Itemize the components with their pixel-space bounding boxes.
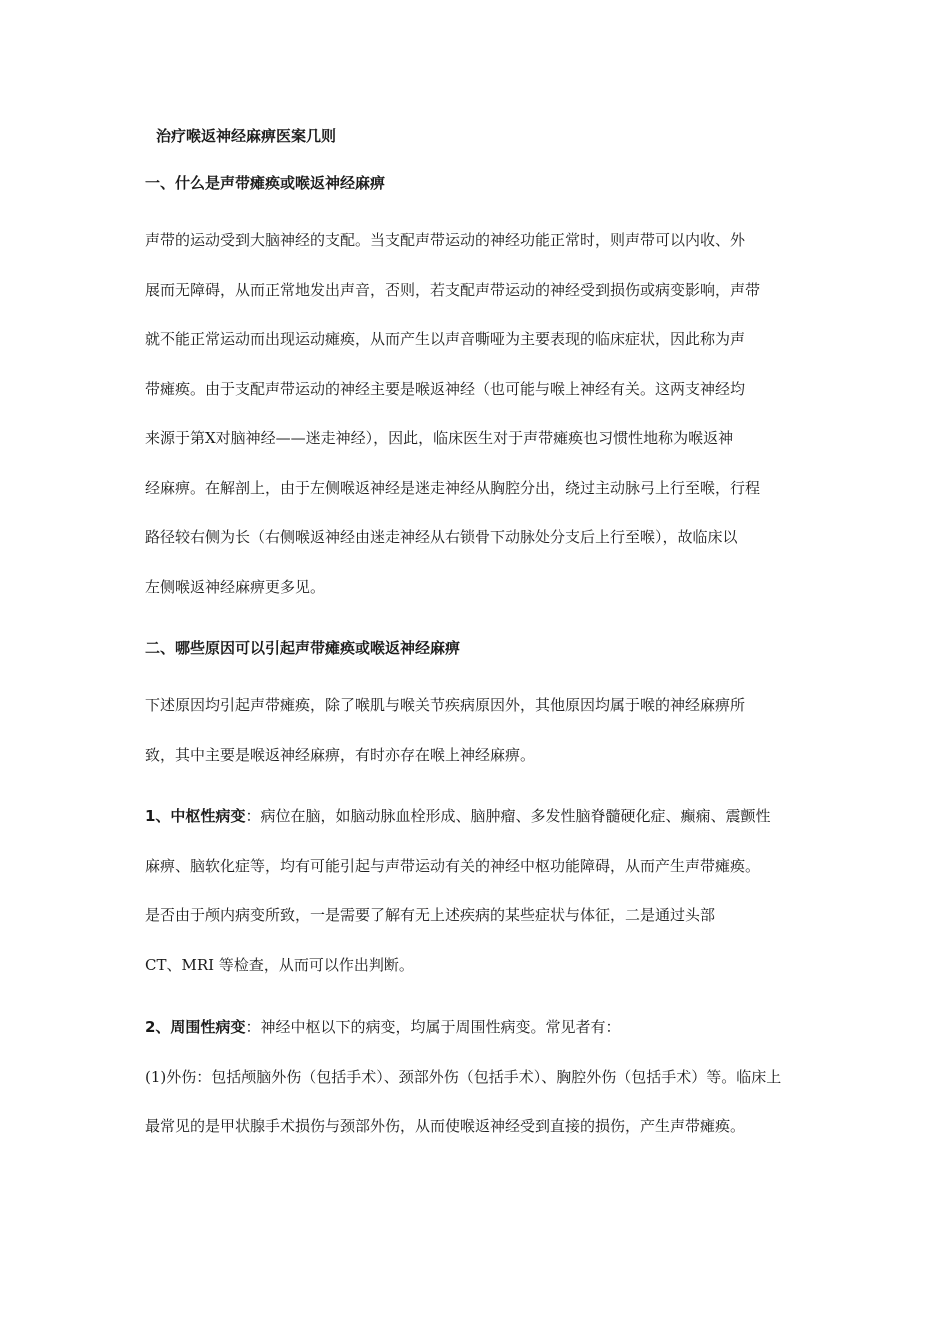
paragraph-line: 展而无障碍，从而正常地发出声音，否则，若支配声带运动的神经受到损伤或病变影响，声带 [145, 280, 761, 299]
paragraph-line: 致，其中主要是喉返神经麻痹，有时亦存在喉上神经麻痹。 [145, 745, 536, 764]
section-heading-1: 一、什么是声带瘫痪或喉返神经麻痹 [145, 174, 386, 192]
paragraph-line: 最常见的是甲状腺手术损伤与颈部外伤，从而使喉返神经受到直接的损伤，产生声带瘫痪。 [145, 1117, 746, 1135]
section-2-intro-paragraph [145, 681, 815, 780]
paragraph-line: 经麻痹。在解剖上，由于左侧喉返神经是迷走神经从胸腔分出，绕过主动脉弓上行至喉，行程 [145, 478, 761, 497]
item-lead-label: 1、中枢性病变 [145, 807, 246, 825]
paragraph-line: 麻痹、脑软化症等，均有可能引起与声带运动有关的神经中枢功能障碍，从而产生声带瘫痪。 [145, 856, 761, 875]
item-central-lesion [145, 792, 815, 990]
paragraph-line: 声带的运动受到大脑神经的支配。当支配声带运动的神经功能正常时，则声带可以内收、外 [145, 231, 746, 249]
paragraph-line: 带瘫痪。由于支配声带运动的神经主要是喉返神经（也可能与喉上神经有关。这两支神经均 [145, 379, 746, 398]
item-lead-text: ：神经中枢以下的病变，均属于周围性病变。常见者有： [245, 1018, 621, 1036]
paragraph-line: 就不能正常运动而出现运动瘫痪，从而产生以声音嘶哑为主要表现的临床症状，因此称为声 [145, 330, 746, 348]
paragraph-line [145, 1003, 815, 1053]
document-title: 治疗喉返神经麻痹医案几则 [156, 127, 337, 145]
section-heading-2: 二、哪些原因可以引起声带瘫痪或喉返神经麻痹 [145, 639, 461, 657]
item-peripheral-lesion [145, 1003, 815, 1152]
paragraph-line: CT、MRI 等检查，从而可以作出判断。 [145, 955, 414, 974]
section-1-paragraph [145, 216, 815, 612]
paragraph-line: 路径较右侧为长（右侧喉返神经由迷走神经从右锁骨下动脉处分支后上行至喉），故临床以 [145, 528, 738, 546]
paragraph-line: 来源于第Ⅹ对脑神经——迷走神经），因此，临床医生对于声带瘫痪也习惯性地称为喉返神 [145, 429, 734, 447]
item-lead-text: ：病位在脑，如脑动脉血栓形成、脑肿瘤、多发性脑脊髓硬化症、癫痫、震颤性 [245, 807, 771, 825]
item-lead-label: 2、周围性病变 [145, 1018, 246, 1036]
paragraph-line: 下述原因均引起声带瘫痪，除了喉肌与喉关节疾病原因外，其他原因均属于喉的神经麻痹所 [145, 696, 746, 714]
paragraph-line: 是否由于颅内病变所致，一是需要了解有无上述疾病的某些症状与体征，二是通过头部 [145, 906, 716, 924]
paragraph-line: (1)外伤：包括颅脑外伤（包括手术）、颈部外伤（包括手术）、胸腔外伤（包括手术）等。临床上 [145, 1067, 782, 1086]
paragraph-line: 左侧喉返神经麻痹更多见。 [145, 577, 326, 596]
paragraph-line [145, 792, 815, 842]
